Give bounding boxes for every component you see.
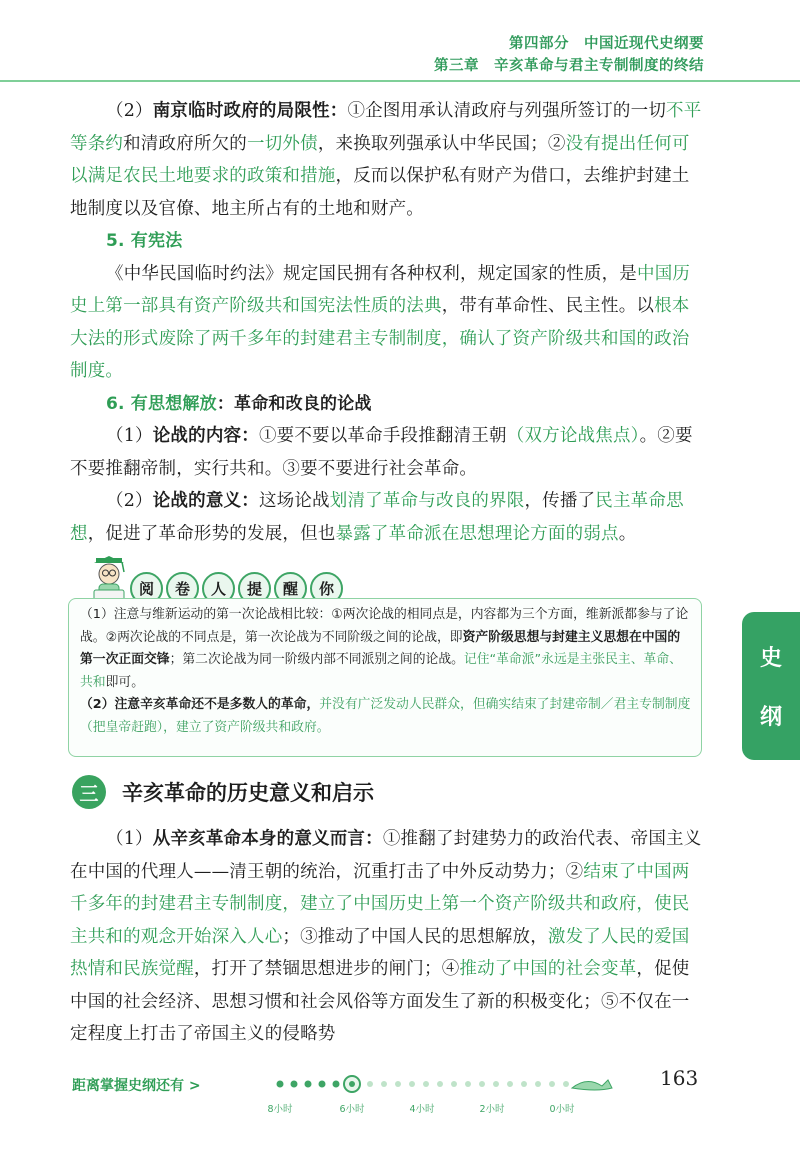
highlight-text: 根本大法的形式废除了两千多年的封建君主专制制度，确认了资产阶级共和国的政治制度。 <box>70 296 690 381</box>
text-run: ①推翻了封建势力的政治代表、帝国主义在中国的代理人——清王朝的统治，沉重打击了中外反动势力；② <box>70 829 702 882</box>
progress-dot <box>437 1081 443 1087</box>
highlight-text: 推动了中国的社会变革 <box>459 959 637 979</box>
title-char: 醒 <box>274 572 307 605</box>
highlight-text: 暴露了革命派在思想理论方面的弱点 <box>335 523 619 544</box>
progress-dot <box>493 1081 499 1087</box>
title-char: 卷 <box>166 572 199 605</box>
section-body <box>70 823 702 1051</box>
goal-flag-icon <box>572 1080 612 1090</box>
progress-dot <box>395 1081 401 1087</box>
progress-dot <box>381 1081 387 1087</box>
text-run: 。 <box>618 523 637 544</box>
heading-rest: ：革命和改良的论战 <box>216 393 372 414</box>
progress-dot <box>277 1081 284 1088</box>
hour-label: 4小时 <box>409 1104 435 1115</box>
item-number: （1） <box>106 829 153 849</box>
text-run: ①要不要以革命手段推翻清王朝 <box>258 426 507 446</box>
reminder-item-1 <box>80 604 692 694</box>
item-number: （1） <box>106 426 153 446</box>
paragraph-debate-content <box>70 420 702 485</box>
item-title: 论战的意义： <box>152 491 259 511</box>
highlight-text: 一切外债 <box>247 133 318 154</box>
text-run: ①企图用承认清政府与列强所签订的一切 <box>347 101 667 121</box>
side-tab-shigang <box>742 612 800 760</box>
progress-dot <box>319 1081 326 1088</box>
hour-label: 6小时 <box>339 1104 365 1115</box>
text-run: ，带有革命性、民主性。以 <box>441 296 655 316</box>
highlight-text: 并没有广泛发动人民群众，但确实结束了封建帝制／君主专制制度（把皇帝赶跑），建立了资产阶级共和政府。 <box>80 697 691 735</box>
hour-label: 2小时 <box>479 1104 505 1115</box>
header-rule <box>0 80 800 82</box>
text-run: ，反而以保护私有财产为借口，去维护封建土地制度以及官僚、地主所占有的土地和财产。 <box>70 166 690 219</box>
progress-dot <box>333 1081 340 1088</box>
title-char: 人 <box>202 572 235 605</box>
reminder-item-2 <box>80 694 692 739</box>
text-run: 即可。 <box>105 674 144 690</box>
text-run: ，打开了禁锢思想进步的闸门；④ <box>193 959 460 979</box>
progress-dot <box>465 1081 471 1087</box>
text-run: 。②要不要推翻帝制，实行共和。③要不要进行社会革命。 <box>70 426 693 479</box>
progress-dot <box>305 1081 312 1088</box>
highlight-text: 不平等条约 <box>70 101 702 154</box>
text-run: ，来换取列强承认中华民国；② <box>317 133 566 154</box>
highlight-text: 划清了革命与改良的界限 <box>329 491 525 511</box>
text-run: ，传播了 <box>524 491 596 511</box>
text-run: 《中华民国临时约法》规定国民拥有各种权利，规定国家的性质，是 <box>106 263 637 284</box>
page-number: 163 <box>660 1066 699 1090</box>
heading-num: 6. 有思想解放 <box>106 393 217 414</box>
body-text <box>70 95 702 550</box>
text-run: 和清政府所欠的 <box>123 133 248 154</box>
progress-dot <box>423 1081 429 1087</box>
paragraph-limitations <box>70 95 702 225</box>
progress-dot <box>507 1081 513 1087</box>
progress-dot <box>479 1081 485 1087</box>
text-run: ；第二次论战为同一阶级内部不同派别之间的论战。 <box>169 652 464 668</box>
progress-dot <box>451 1081 457 1087</box>
hour-label: 8小时 <box>267 1104 293 1115</box>
progress-dot <box>291 1081 298 1088</box>
reading-progress-track <box>267 1072 632 1122</box>
section-number-badge: 三 <box>72 775 106 809</box>
text-run: ；③推动了中国人民的思想解放， <box>282 926 548 947</box>
header-part: 第四部分 中国近现代史纲要 <box>509 36 704 52</box>
progress-dot <box>549 1081 555 1087</box>
title-char: 阅 <box>130 572 163 605</box>
highlight-text: 激发了人民的爱国热情和民族觉醒 <box>70 926 690 979</box>
text-run: ，促进了革命形势的发展，但也 <box>87 523 336 544</box>
title-char: 你 <box>310 572 343 605</box>
highlight-text: 记住“革命派”永远是主张民主、革命、共和 <box>80 652 682 690</box>
header-chapter: 第三章 辛亥革命与君主专制制度的终结 <box>434 58 704 74</box>
progress-dot <box>367 1081 373 1087</box>
item-title: 南京临时政府的局限性： <box>152 101 348 121</box>
progress-label: 距离掌握史纲还有 > <box>72 1078 201 1094</box>
highlight-text: 中国历史上第一部具有资产阶级共和国宪法性质的法典 <box>70 263 691 316</box>
highlight-text: 结束了中国两千多年的封建君主专制制度，建立了中国历史上第一个资产阶级共和政府，使民主共和的观念开始深入人心 <box>70 861 690 947</box>
page-header <box>434 33 704 77</box>
bold-text: （2）注意辛亥革命还不是多数人的革命， <box>80 697 320 713</box>
paragraph-debate-meaning <box>70 485 702 550</box>
highlight-text: （双方论战焦点） <box>506 426 640 446</box>
heading-constitution: 5. 有宪法 <box>106 231 183 251</box>
side-tab-char: 史 <box>759 646 782 671</box>
item-title: 论战的内容： <box>152 426 259 446</box>
highlight-text: 没有提出任何可以满足农民土地要求的政策和措施 <box>70 133 690 186</box>
highlight-text: 民主革命思想 <box>70 491 684 544</box>
progress-marker-dot <box>349 1081 355 1087</box>
paragraph-significance <box>70 823 702 1051</box>
reminder-content <box>80 604 692 740</box>
progress-dot <box>563 1081 569 1087</box>
item-number: （2） <box>106 101 153 121</box>
side-tab-char: 纲 <box>759 705 782 730</box>
progress-dot <box>521 1081 527 1087</box>
heading-thought-liberation <box>70 388 702 421</box>
progress-dot <box>409 1081 415 1087</box>
title-char: 提 <box>238 572 271 605</box>
item-number: （2） <box>106 491 153 511</box>
section-title: 辛亥革命的历史意义和启示 <box>122 781 374 805</box>
text-run: （1）注意与维新运动的第一次论战相比较：①两次论战的相同点是，内容都为三个方面，维新派都参与了论战。②两次论战的不同点是，第一次论战为不同阶级之间的论战，即 <box>80 607 689 645</box>
text-run: ，促使中国的社会经济、思想习惯和社会风俗等方面发生了新的积极变化；⑤不仅在一定程度上打击了帝国主义的侵略势 <box>70 959 690 1044</box>
hour-label: 0小时 <box>549 1104 575 1115</box>
paragraph-constitution <box>70 258 702 388</box>
progress-dot <box>535 1081 541 1087</box>
section-heading <box>72 775 374 809</box>
item-title: 从辛亥革命本身的意义而言： <box>152 829 383 849</box>
bold-text: 资产阶级思想与封建主义思想在中国的第一次正面交锋 <box>80 629 681 668</box>
text-run: 这场论战 <box>258 491 330 511</box>
